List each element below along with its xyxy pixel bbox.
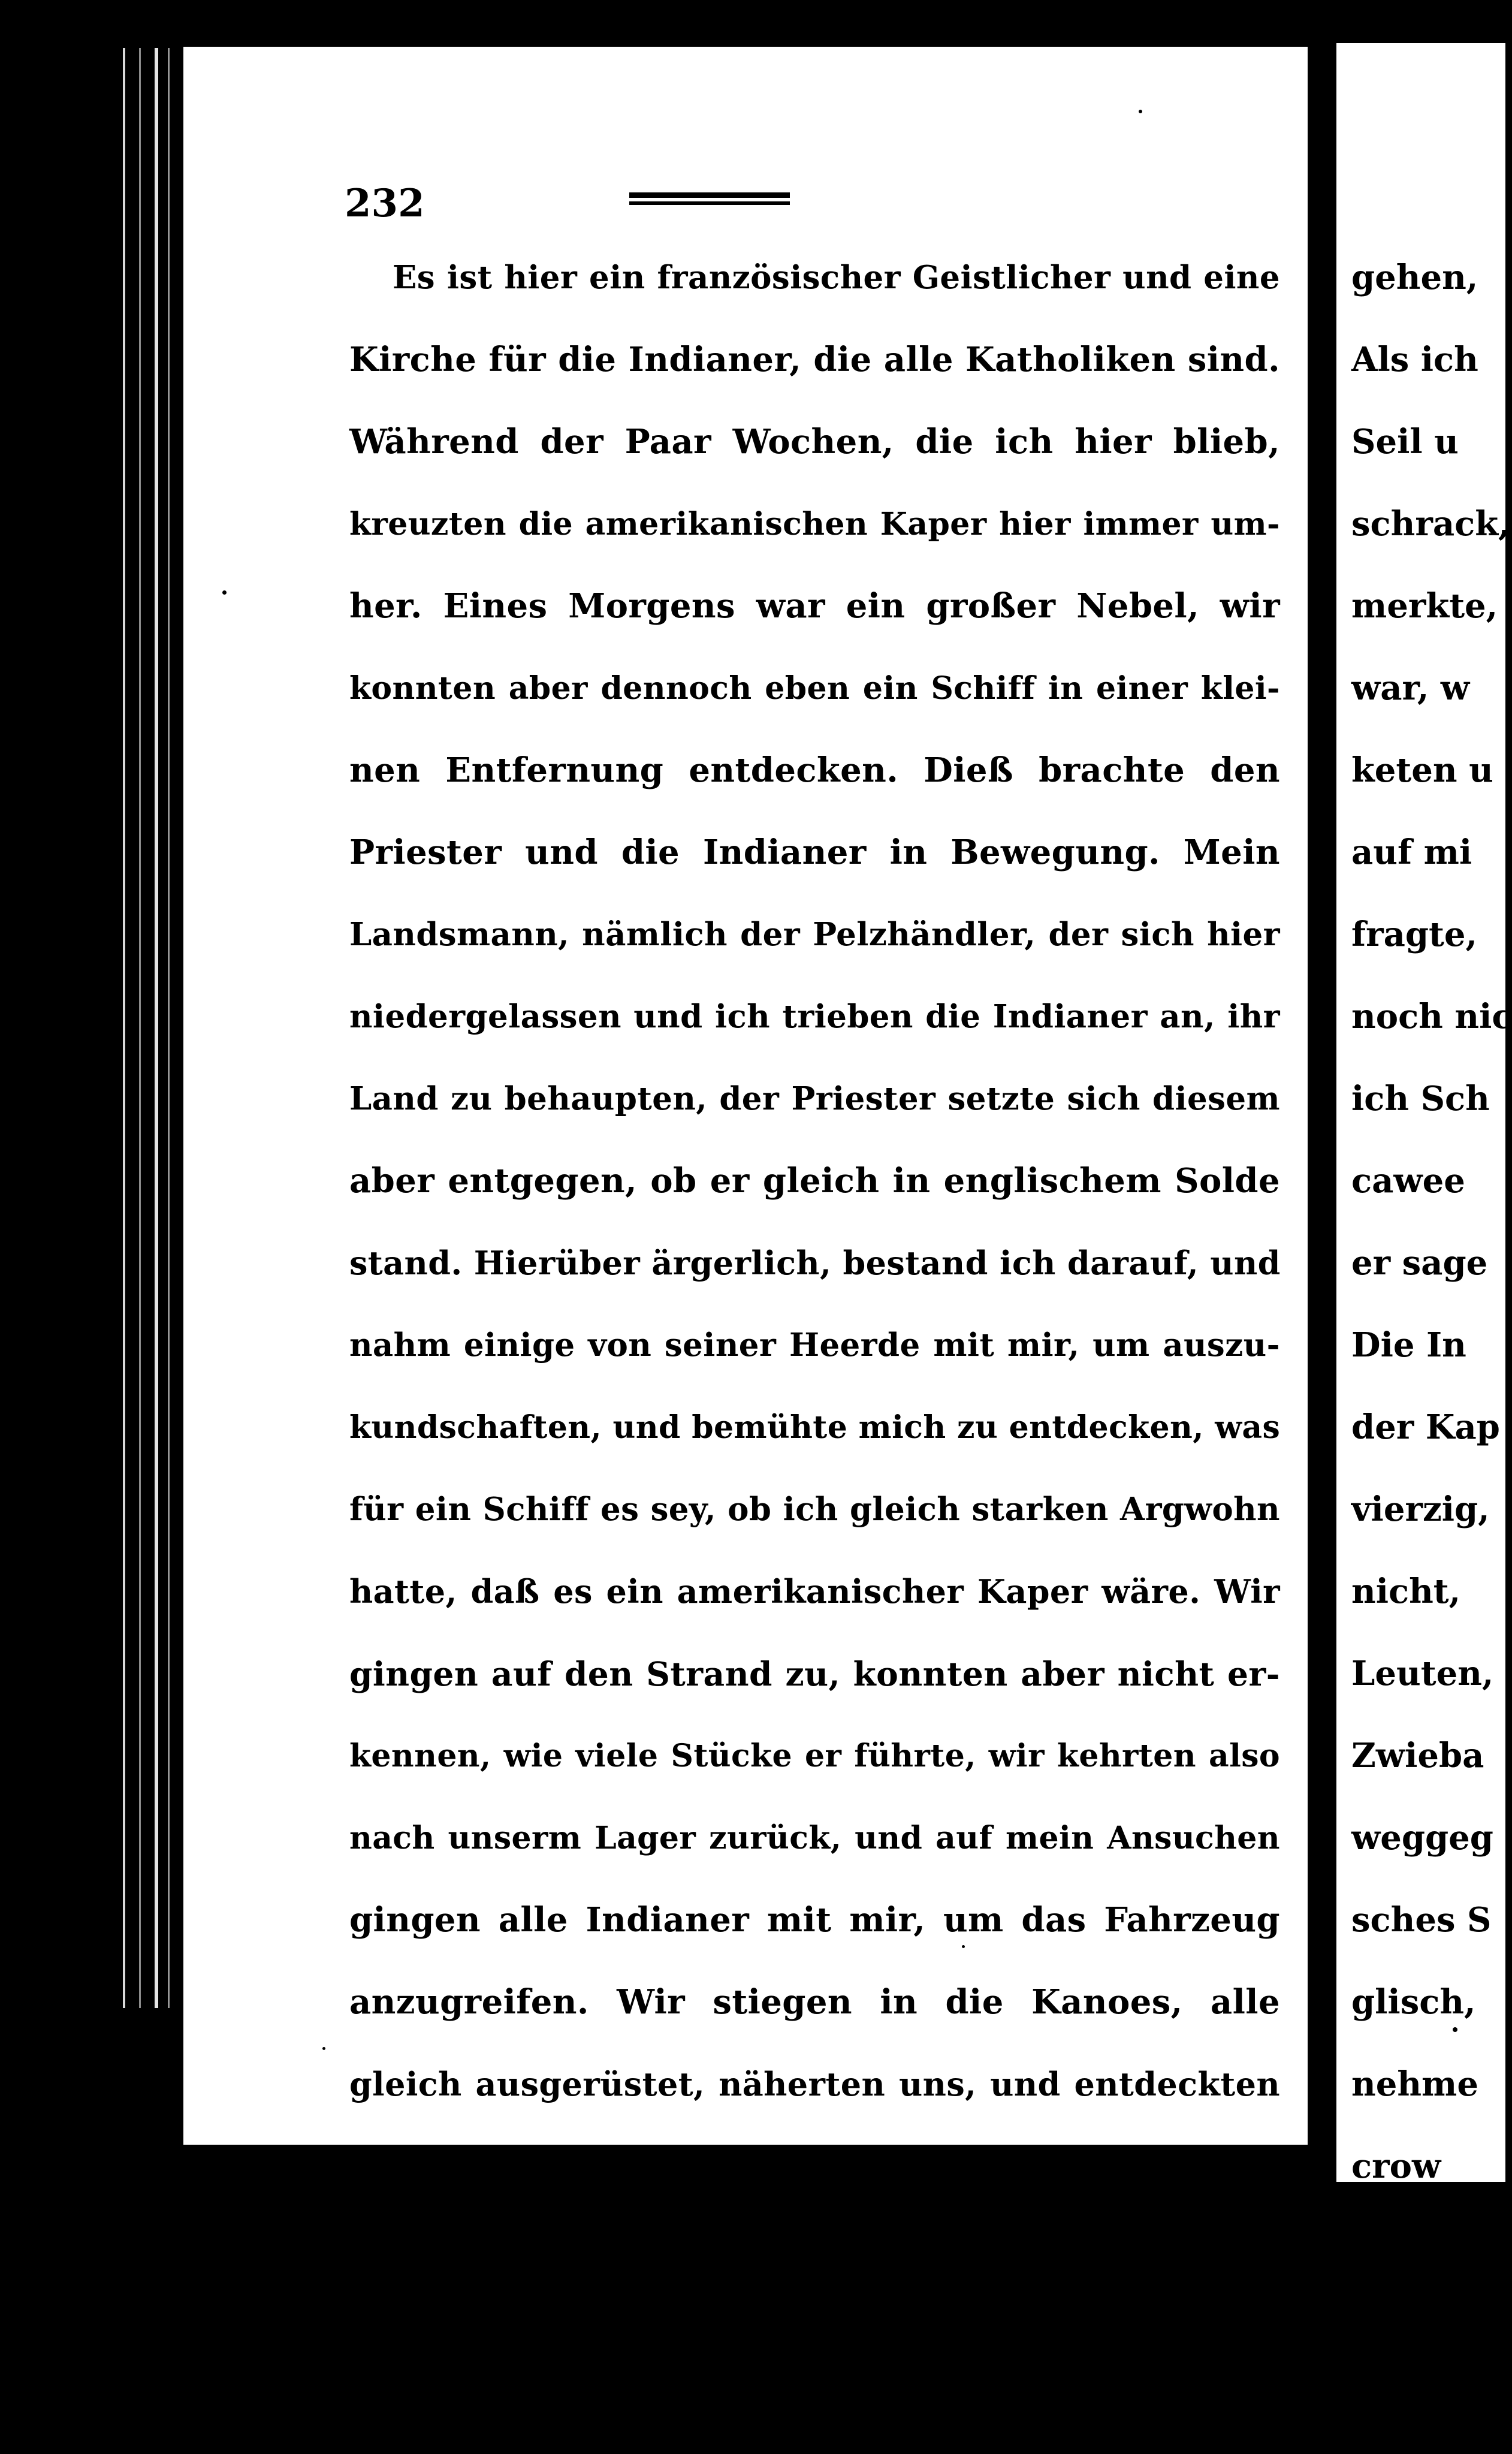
facing-page-line: fragte, (1351, 915, 1478, 954)
text-line: Es ist hier ein französischer Geistlicher und eine (393, 259, 1280, 296)
text-line: Drehbassen führte. Ich ging sogleich auf die eine (349, 2311, 1280, 2350)
facing-page-line: Die In (1351, 1325, 1466, 1365)
binding-edge-line (155, 48, 158, 2008)
ink-speck (322, 2047, 325, 2050)
facing-page-line: cawee (1351, 1161, 1465, 1201)
facing-page-line: er sage (1351, 1243, 1488, 1283)
text-line: Kirche für die Indianer, die alle Katholiken sind. (349, 340, 1280, 379)
text-line: her. Eines Morgens war ein großer Nebel, wir (349, 586, 1280, 626)
facing-page-line: crow (1351, 2147, 1441, 2186)
facing-page-line: den Me (1351, 2229, 1491, 2268)
text-line: nen Entfernung entdecken. Dieß brachte den (349, 750, 1280, 790)
scan-top-shadow (0, 0, 1505, 43)
ink-speck (962, 1945, 965, 1948)
text-line: gingen auf den Strand zu, konnten aber nicht er- (349, 1654, 1280, 1693)
page-gutter (1308, 36, 1336, 2182)
text-line: Priester und die Indianer in Bewegung. Mein (349, 833, 1280, 872)
facing-page-line: war, w (1351, 668, 1470, 708)
text-line: kundschaften, und bemühte mich zu entdecken, was (349, 1409, 1281, 1446)
ink-speck (222, 590, 227, 595)
text-line: Seite zu, und ließ die Indianer auf die andre (349, 2393, 1280, 2432)
facing-page-line: auf mi (1351, 833, 1472, 872)
facing-page-text (1336, 237, 1512, 2454)
text-line: liches Fahrzeug war, das nur ungefähr acht kleine (349, 2229, 1280, 2268)
header-rule (629, 192, 790, 205)
facing-page (1336, 43, 1512, 2432)
binding-edge-line (123, 48, 125, 2008)
text-line: Land zu behaupten, der Priester setzte sich diesem (349, 1080, 1280, 1117)
text-line: nahm einige von seiner Heerde mit mir, um auszu- (349, 1327, 1280, 1364)
text-line: kennen, wie viele Stücke er führte, wir kehrten also (349, 1738, 1280, 1774)
facing-page-line: nehme (1351, 2064, 1478, 2104)
text-line: nun, daß es vor Anker lag, und ein unbeträcht- (349, 2147, 1280, 2186)
facing-page-line: noch nic (1351, 997, 1512, 1036)
facing-page-line: Als ich (1351, 340, 1478, 379)
facing-page-line: ich Sch (1351, 1079, 1490, 1119)
facing-page-line: Zwieba (1351, 1736, 1484, 1775)
text-line: gleich ausgerüstet, näherten uns, und entdeckten (349, 2065, 1280, 2103)
text-line: konnten aber dennoch eben ein Schiff in einer klei- (349, 670, 1280, 707)
facing-page-line: schrack, (1351, 504, 1510, 544)
text-line: anzugreifen. Wir stiegen in die Kanoes, alle (349, 1982, 1280, 2022)
facing-page-line: keten u (1351, 750, 1493, 790)
facing-page-line: vierzig, (1351, 1490, 1490, 1529)
text-line: gingen alle Indianer mit mir, um das Fahrzeug (349, 1900, 1280, 1940)
facing-page-line: Leuten, (1351, 1654, 1494, 1693)
text-line: Landsmann, nämlich der Pelzhändler, der sich hier (349, 916, 1280, 953)
text-line: niedergelassen und ich trieben die Indianer an, ihr (349, 998, 1280, 1035)
facing-page-line: gehen, (1351, 258, 1478, 297)
facing-page-line: der Kap (1351, 1407, 1500, 1447)
facing-page-line: Seil u (1351, 422, 1459, 462)
facing-page-line: glisch, (1351, 1982, 1476, 2022)
facing-page-line: gangen (1351, 2393, 1490, 2432)
text-line: Während der Paar Wochen, die ich hier blieb, (349, 422, 1280, 462)
body-text (349, 237, 1280, 2454)
book-binding (0, 0, 183, 2182)
facing-page-line: sches S (1351, 1900, 1492, 1940)
facing-page-line: merkte, (1351, 586, 1498, 626)
text-line: für ein Schiff es sey, ob ich gleich starken Argwohn (349, 1491, 1280, 1528)
text-line: aber entgegen, ob er gleich in englischem Solde (349, 1161, 1280, 1201)
page-number: 232 (345, 181, 425, 226)
binding-edge-line (139, 48, 141, 2008)
text-line: hatte, daß es ein amerikanischer Kaper wäre. Wir (349, 1572, 1280, 1611)
binding-edge-line (168, 48, 170, 2008)
facing-page-line: lich fro (1351, 2311, 1488, 2350)
text-line: nach unserm Lager zurück, und auf mein Ansuchen (349, 1820, 1280, 1856)
facing-page-line: weggeg (1351, 1818, 1493, 1858)
ink-speck (1139, 110, 1142, 113)
ink-speck (1453, 2027, 1457, 2032)
facing-page-line: nicht, (1351, 1572, 1461, 1611)
text-line: stand. Hierüber ärgerlich, bestand ich darauf, und (349, 1244, 1281, 1282)
text-line: kreuzten die amerikanischen Kaper hier immer um- (349, 506, 1280, 542)
